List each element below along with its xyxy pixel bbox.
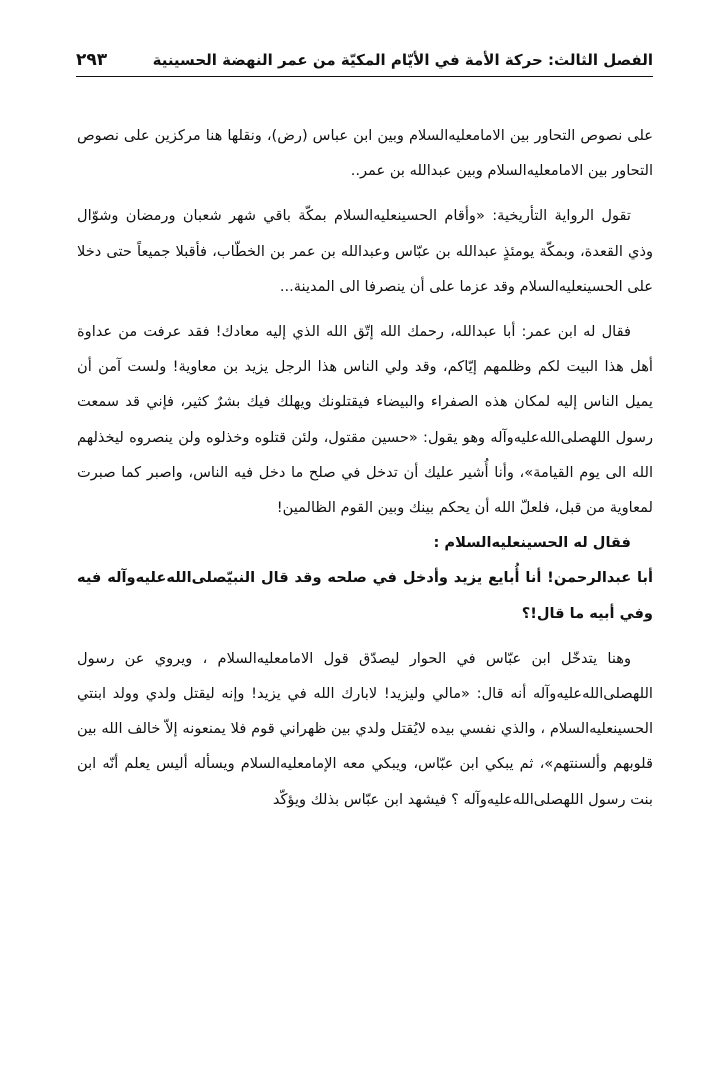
chapter-title: الفصل الثالث: حركة الأمة في الأيّام المكيّة من عمر النهضة الحسينية bbox=[152, 51, 653, 69]
paragraph-gap bbox=[77, 188, 653, 198]
paragraph-ibn-umar-speech: فقال له ابن عمر: أبا عبدالله، رحمك الله إتّق الله الذي إليه معادك! فقد عرفت من عداوة أهل هذا البيت لكم وظلمهم إيّاكم، وقد ولي الناس هذا الرجل يزيد بن معاوية! ولست آمن أن يميل الناس إليه لمكان هذه الصفراء والبيضاء فيقتلونك ويهلك فيك بشرٌ كثير، فإني قد سمعت رسول اللهصلى‌الله‌عليه‌وآله وهو يقول: «حسين مقتول، ولئن قتلوه وخذلوه ولن ينصروه ليخذلهم الله الى يوم القيامة»، وأنا أُشير عليك أن تدخل في صلح ما دخل فيه الناس، واصبر كما صبرت لمعاوية من قبل، فلعلّ الله أن يحكم بينك وبين القوم الظالمين! bbox=[77, 323, 653, 517]
paragraph-hussain-reply: أبا عبدالرحمن! أنا أُبايع يزيد وأدخل في صلحه وقد قال النبيّصلى‌الله‌عليه‌وآله فيه وفي أبيه ما قال!؟ bbox=[77, 569, 653, 622]
paragraph-gap bbox=[77, 304, 653, 314]
page-number: ٢٩٣ bbox=[76, 50, 108, 70]
body-text bbox=[77, 118, 653, 817]
paragraph-historical-narration: تقول الرواية التأريخية: «وأقام الحسينعليه‌السلام بمكّة باقي شهر شعبان ورمضان وشوّال وذي القعدة، وبمكّة يومئذٍ عبدالله بن عبّاس وعبدالله بن عمر بن الخطّاب، فأقبلا جميعاً حتى دخلا على الحسينعليه‌السلام وقد عزما على أن ينصرفا الى المدينة... bbox=[77, 207, 653, 295]
paragraph-intro: على نصوص التحاور بين الامامعليه‌السلام وبين ابن عباس (رض)، ونقلها هنا مركزين على نصوص التحاور بين الامامعليه‌السلام وبين عبدالله بن عمر.. bbox=[77, 127, 653, 180]
paragraph-ibn-abbas: وهنا يتدخّل ابن عبّاس في الحوار ليصدّق قول الامامعليه‌السلام ، ويروي عن رسول اللهصلى‌الله‌عليه‌وآله أنه قال: «مالي وليزيد! لابارك الله في يزيد! وإنه ليقتل ولدي وولد ابنتي الحسينعليه‌السلام ، والذي نفسي بيده لايُقتل ولدي بين ظهراني قوم فلا يمنعونه إلاّ خالف الله بين قلوبهم وألسنتهم»، ثم يبكي ابن عبّاس، ويبكي معه الإمامعليه‌السلام ويسأله أليس يعلم أنّه ابن بنت رسول اللهصلى‌الله‌عليه‌وآله ؟ فيشهد ابن عبّاس بذلك ويؤكّد bbox=[77, 649, 653, 808]
running-header bbox=[76, 44, 653, 77]
paragraph-gap bbox=[77, 631, 653, 641]
paragraph-hussain-reply-label: فقال له الحسينعليه‌السلام : bbox=[433, 534, 631, 552]
